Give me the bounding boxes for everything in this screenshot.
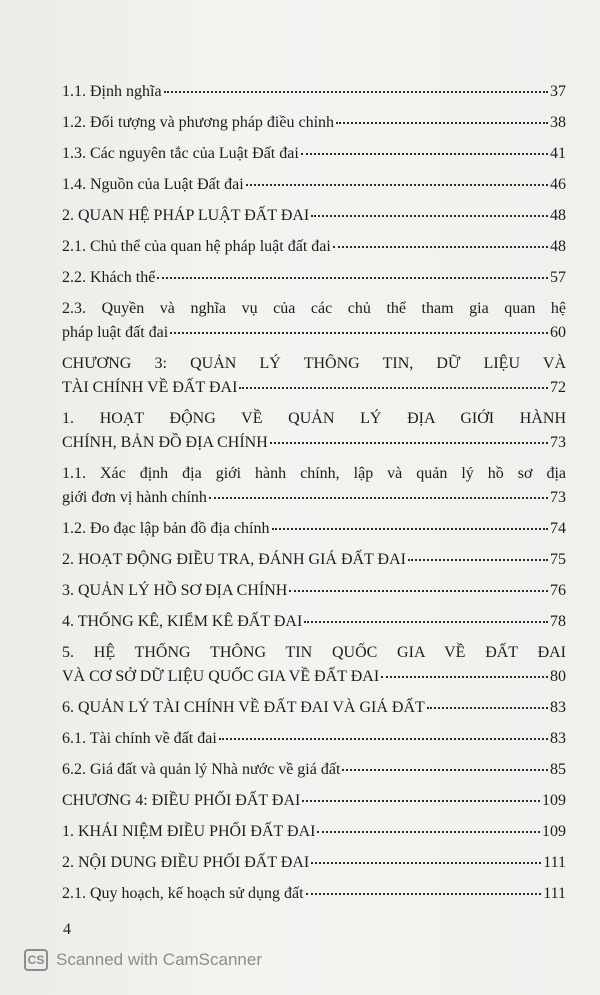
toc-entry-title-line1: 1.1. Xác định địa giới hành chính, lập và quản lý hồ sơ địa bbox=[62, 465, 566, 482]
toc-entry bbox=[62, 791, 566, 822]
toc-entry-page: 76 bbox=[550, 582, 566, 599]
dot-leader bbox=[246, 183, 548, 186]
toc-entry-page: 80 bbox=[550, 668, 566, 685]
toc-entry bbox=[62, 175, 566, 206]
toc-entry-page: 48 bbox=[550, 238, 566, 255]
toc-entry-page: 46 bbox=[550, 176, 566, 193]
toc-entry bbox=[62, 729, 566, 760]
toc-entry-title: 3. QUẢN LÝ HỒ SƠ ĐỊA CHÍNH bbox=[62, 582, 288, 599]
toc-entry-title: 2.2. Khách thể bbox=[62, 269, 156, 286]
toc-entry bbox=[62, 519, 566, 550]
camscanner-logo-icon: CS bbox=[24, 949, 48, 971]
dot-leader bbox=[311, 861, 541, 864]
toc-entry-title: giới đơn vị hành chính bbox=[62, 489, 207, 506]
toc-entry-title: 1.2. Đo đạc lập bản đồ địa chính bbox=[62, 520, 270, 537]
toc-entry bbox=[62, 354, 566, 409]
toc-entry-title: VÀ CƠ SỞ DỮ LIỆU QUỐC GIA VỀ ĐẤT ĐAI bbox=[62, 668, 380, 685]
dot-leader bbox=[272, 527, 549, 530]
toc-entry-title: 1.1. Định nghĩa bbox=[62, 83, 162, 100]
dot-leader bbox=[239, 386, 548, 389]
toc-entry-page: 48 bbox=[550, 207, 566, 224]
toc-entry bbox=[62, 760, 566, 791]
toc-entry-title: CHƯƠNG 4: ĐIỀU PHỐI ĐẤT ĐAI bbox=[62, 792, 301, 809]
toc-entry-title: 2. NỘI DUNG ĐIỀU PHỐI ĐẤT ĐAI bbox=[62, 854, 310, 871]
toc-entry-title: 1.4. Nguồn của Luật Đất đai bbox=[62, 176, 244, 193]
toc-entry-title: 6.1. Tài chính về đất đai bbox=[62, 730, 217, 747]
toc-entry-title: 2.1. Chủ thể của quan hệ pháp luật đất đai bbox=[62, 238, 331, 255]
toc-entry-title: 1.3. Các nguyên tắc của Luật Đất đai bbox=[62, 145, 299, 162]
toc-entry-page: 83 bbox=[550, 699, 566, 716]
dot-leader bbox=[304, 620, 548, 623]
dot-leader bbox=[219, 737, 548, 740]
watermark-text: Scanned with CamScanner bbox=[56, 950, 263, 969]
dot-leader bbox=[317, 830, 540, 833]
dot-leader bbox=[336, 121, 548, 124]
toc-entry-page: 111 bbox=[543, 854, 566, 871]
toc-entry bbox=[62, 237, 566, 268]
toc-entry-title-line1: CHƯƠNG 3: QUẢN LÝ THÔNG TIN, DỮ LIỆU VÀ bbox=[62, 355, 566, 372]
toc-entry-title: 6.2. Giá đất và quản lý Nhà nước về giá đất bbox=[62, 761, 341, 778]
dot-leader bbox=[301, 152, 548, 155]
toc-entry-page: 38 bbox=[550, 114, 566, 131]
dot-leader bbox=[302, 799, 540, 802]
toc-entry bbox=[62, 884, 566, 915]
dot-leader bbox=[381, 675, 548, 678]
toc-entry bbox=[62, 550, 566, 581]
toc-entry bbox=[62, 206, 566, 237]
toc-entry bbox=[62, 409, 566, 464]
toc-entry-title: 2.1. Quy hoạch, kế hoạch sử dụng đất bbox=[62, 885, 304, 902]
table-of-contents bbox=[62, 82, 566, 915]
toc-entry bbox=[62, 612, 566, 643]
toc-entry-title: 2. QUAN HỆ PHÁP LUẬT ĐẤT ĐAI bbox=[62, 207, 310, 224]
dot-leader bbox=[164, 90, 548, 93]
dot-leader bbox=[170, 331, 548, 334]
toc-entry-page: 109 bbox=[542, 823, 566, 840]
toc-entry bbox=[62, 144, 566, 175]
toc-entry-page: 73 bbox=[550, 489, 566, 506]
toc-entry-page: 74 bbox=[550, 520, 566, 537]
toc-entry bbox=[62, 82, 566, 113]
dot-leader bbox=[408, 558, 548, 561]
dot-leader bbox=[209, 496, 548, 499]
toc-entry-page: 75 bbox=[550, 551, 566, 568]
dot-leader bbox=[306, 892, 542, 895]
toc-entry-title: 4. THỐNG KÊ, KIỂM KÊ ĐẤT ĐAI bbox=[62, 613, 303, 630]
toc-entry bbox=[62, 113, 566, 144]
toc-entry bbox=[62, 268, 566, 299]
toc-entry bbox=[62, 299, 566, 354]
toc-entry-page: 83 bbox=[550, 730, 566, 747]
toc-entry-title: 1. KHÁI NIỆM ĐIỀU PHỐI ĐẤT ĐAI bbox=[62, 823, 316, 840]
toc-entry-title-line1: 1. HOẠT ĐỘNG VỀ QUẢN LÝ ĐỊA GIỚI HÀNH bbox=[62, 410, 566, 427]
toc-entry-page: 57 bbox=[550, 269, 566, 286]
toc-entry-title: pháp luật đất đai bbox=[62, 324, 169, 341]
dot-leader bbox=[333, 245, 548, 248]
toc-entry bbox=[62, 643, 566, 698]
toc-entry-title: CHÍNH, BẢN ĐỒ ĐỊA CHÍNH bbox=[62, 434, 268, 451]
dot-leader bbox=[270, 441, 548, 444]
toc-entry-title-line1: 5. HỆ THỐNG THÔNG TIN QUỐC GIA VỀ ĐẤT ĐAI bbox=[62, 644, 566, 661]
toc-entry-page: 109 bbox=[542, 792, 566, 809]
toc-entry-title: 6. QUẢN LÝ TÀI CHÍNH VỀ ĐẤT ĐAI VÀ GIÁ ĐẤT bbox=[62, 699, 425, 716]
toc-entry-page: 85 bbox=[550, 761, 566, 778]
camscanner-watermark bbox=[24, 949, 262, 971]
toc-entry-page: 111 bbox=[543, 885, 566, 902]
toc-entry bbox=[62, 464, 566, 519]
dot-leader bbox=[157, 276, 548, 279]
toc-entry bbox=[62, 853, 566, 884]
toc-entry-page: 41 bbox=[550, 145, 566, 162]
toc-entry-title: 1.2. Đối tượng và phương pháp điều chỉnh bbox=[62, 114, 335, 131]
toc-entry-title: TÀI CHÍNH VỀ ĐẤT ĐAI bbox=[62, 379, 238, 396]
toc-entry-page: 37 bbox=[550, 83, 566, 100]
dot-leader bbox=[289, 589, 548, 592]
dot-leader bbox=[342, 768, 548, 771]
toc-entry-title-line1: 2.3. Quyền và nghĩa vụ của các chủ thể tham gia quan hệ bbox=[62, 300, 566, 317]
toc-entry-page: 72 bbox=[550, 379, 566, 396]
toc-entry-page: 73 bbox=[550, 434, 566, 451]
toc-entry bbox=[62, 581, 566, 612]
toc-entry-title: 2. HOẠT ĐỘNG ĐIỀU TRA, ĐÁNH GIÁ ĐẤT ĐAI bbox=[62, 551, 406, 568]
dot-leader bbox=[311, 214, 548, 217]
dot-leader bbox=[427, 706, 548, 709]
toc-entry-page: 60 bbox=[550, 324, 566, 341]
toc-entry bbox=[62, 698, 566, 729]
toc-entry bbox=[62, 822, 566, 853]
page-number: 4 bbox=[63, 921, 71, 938]
toc-entry-page: 78 bbox=[550, 613, 566, 630]
